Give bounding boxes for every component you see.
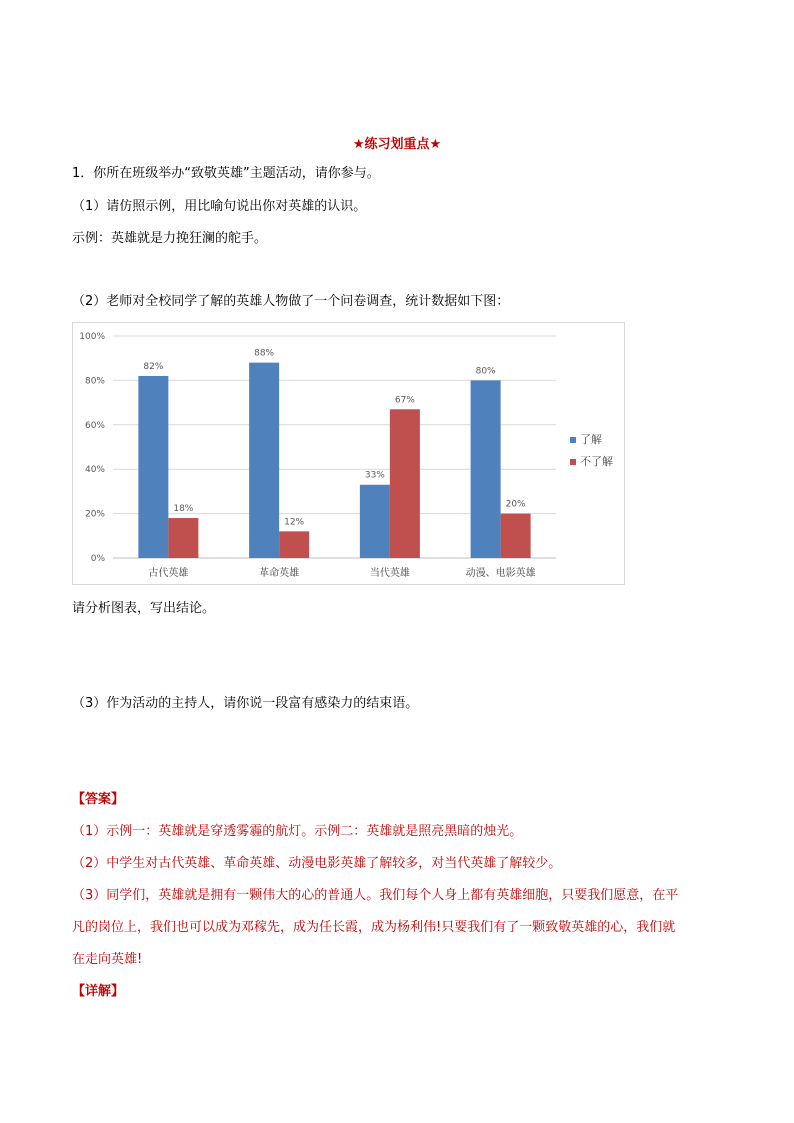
data-label: 67% — [394, 395, 415, 406]
y-tick-label: 0% — [90, 554, 105, 564]
analyze-prompt: 请分析图表，写出结论。 — [72, 601, 216, 616]
bar — [138, 376, 168, 558]
question-part1: （1）请仿照示例，用比喻句说出你对英雄的认识。 — [72, 199, 367, 214]
answer-2: （2）中学生对古代英雄、革命英雄、动漫电影英雄了解较多，对当代英雄了解较少。 — [72, 856, 562, 871]
data-label: 12% — [284, 517, 305, 528]
data-label: 80% — [475, 366, 496, 377]
y-tick-label: 60% — [84, 420, 105, 431]
category-label: 革命英雄 — [259, 568, 300, 579]
bar-chart-svg — [73, 323, 626, 586]
legend-label: 不了解 — [580, 455, 613, 468]
bar — [279, 531, 309, 558]
bar — [360, 485, 390, 558]
survey-chart — [72, 322, 625, 585]
bar — [168, 518, 198, 558]
question-part3: （3）作为活动的主持人，请你说一段富有感染力的结束语。 — [72, 696, 419, 711]
question-intro: 1．你所在班级举办“致敬英雄”主题活动，请你参与。 — [72, 166, 380, 181]
question-part2: （2）老师对全校同学了解的英雄人物做了一个问卷调查，统计数据如下图： — [72, 294, 510, 309]
y-tick-label: 20% — [84, 509, 105, 520]
answer-heading: 【答案】 — [72, 792, 125, 807]
bar — [471, 380, 501, 558]
bar — [390, 409, 420, 558]
data-label: 88% — [254, 348, 275, 359]
legend-swatch — [570, 459, 576, 465]
data-label: 82% — [143, 361, 164, 372]
y-tick-label: 80% — [84, 376, 105, 387]
y-tick-label: 40% — [84, 465, 105, 476]
detail-heading: 【详解】 — [72, 984, 125, 999]
data-label: 20% — [505, 499, 526, 510]
category-label: 古代英雄 — [148, 568, 189, 579]
legend-swatch — [570, 437, 576, 443]
legend-label: 了解 — [580, 433, 602, 446]
y-tick-label: 100% — [79, 332, 105, 342]
answer-1: （1）示例一：英雄就是穿透雾霾的航灯。示例二：英雄就是照亮黑暗的烛光。 — [72, 824, 523, 839]
bar — [249, 363, 279, 558]
data-label: 33% — [364, 470, 385, 481]
example-text: 示例：英雄就是力挽狂澜的舵手。 — [72, 231, 268, 246]
answer-3-line1: （3）同学们，英雄就是拥有一颗伟大的心的普通人。我们每个人身上都有英雄细胞，只要我们愿意，在平 — [72, 888, 679, 903]
answer-3-line3: 在走向英雄! — [72, 952, 143, 967]
page-title: ★练习划重点★ — [352, 137, 442, 152]
data-label: 18% — [173, 504, 194, 515]
answer-3-line2: 凡的岗位上，我们也可以成为邓稼先，成为任长霞，成为杨利伟!只要我们有了一颗致敬英雄的心，我们就 — [72, 920, 676, 935]
bar — [501, 514, 531, 558]
category-label: 动漫、电影英雄 — [465, 568, 536, 579]
category-label: 当代英雄 — [369, 568, 410, 579]
